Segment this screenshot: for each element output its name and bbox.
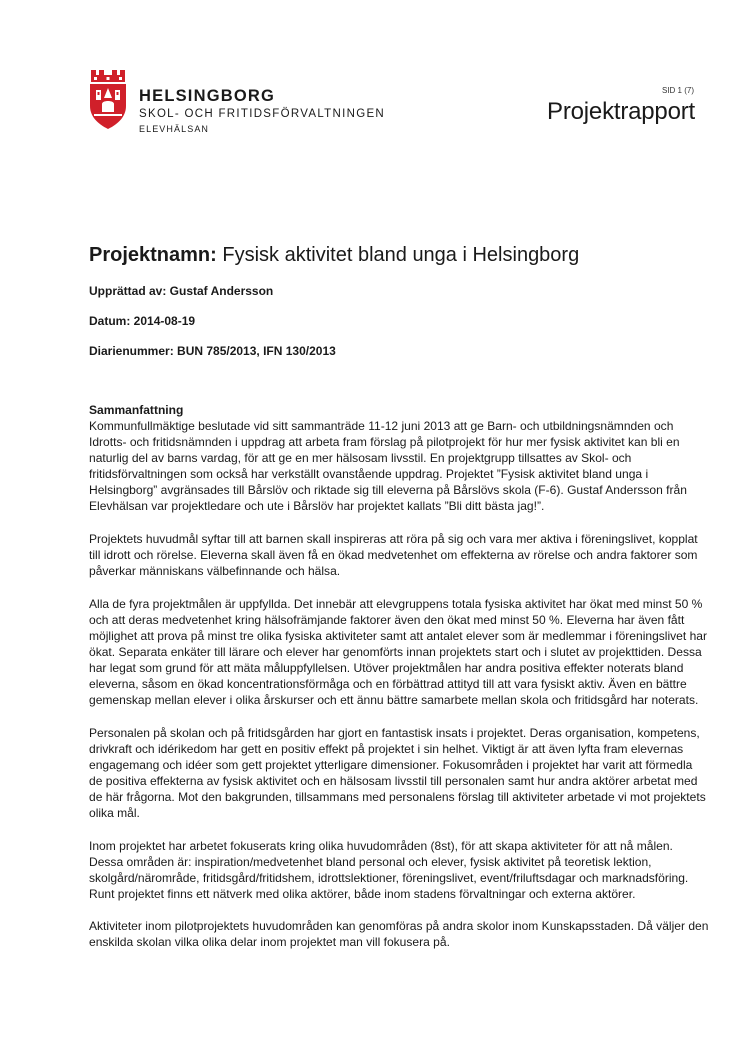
project-title: [89, 242, 579, 268]
paragraph: Alla de fyra projektmålen är uppfyllda. Det innebär att elevgruppens totala fysiska aktivitet har ökat med minst 50 % och att deras medvetenhet kring hälsofrämjande faktorer även den ökat med minst 50 %. Eleverna har även fått möjlighet att prova på minst tre olika fysiska aktiviteter samt att antalet elever som är medlemmar i föreningslivet har ökat. Separata enkäter till lärare och elever har genomförts innan projektets start och i slutet av projekttiden. Dessa har legat som grund för att mäta måluppfyllelsen. Utöver projektmålen har andra positiva effekter noterats bland eleverna, såsom en ökad koncentrationsförmåga och en förbättrad attityd till att vara fysiskt aktiv. Även en bättre gemenskap mellan elever i olika årskurser och ett ännu bättre samarbete mellan skola och fritidsgård har noterats.: [89, 596, 707, 708]
helsingborg-coat-of-arms-icon: [88, 68, 128, 130]
paragraph: Projektets huvudmål syftar till att barnen skall inspireras att röra på sig och vara mer aktiva i föreningslivet, kopplat till idrott och rörelse. Eleverna skall även få en ökad medvetenhet om effekterna av rörelse och andra faktorer som påverkar människans välbefinnande och hälsa.: [89, 531, 698, 579]
organization-department: SKOL- OCH FRITIDSFÖRVALTNINGEN: [139, 108, 386, 120]
organization-name: HELSINGBORG: [139, 87, 276, 105]
organization-unit: ELEVHÄLSAN: [139, 124, 210, 134]
page-number: SID 1 (7): [661, 86, 694, 95]
paragraph: Inom projektet har arbetet fokuserats kring olika huvudområden (8st), för att skapa aktiviteter för att nå målen. Dessa områden är: inspiration/medvetenhet bland personal och elever, fysisk aktivitet på teoretisk lektion, skolgård/närområde, fritidsgård/fritidshem, idrottslektioner, föreningslivet, event/friluftsdagar och marknadsföring. Runt projektet finns ett nätverk med olika aktörer, både inom stadens förvaltningar och externa aktörer.: [89, 838, 689, 901]
paragraph: Personalen på skolan och på fritidsgården har gjort en fantastisk insats i projektet. Deras organisation, kompetens, drivkraft och idérikedom har gett en positiv effekt på projektet i sin helhet. Viktigt är att även lyfta fram elevernas engagemang och idéer som gett projektet ytterligare dimensioner. Fokusområden i projektet har varit att förmedla de positiva effekterna av fysisk aktivitet och en hälsosam livsstil till personalen samt hur andra aktörer arbetat med de här frågorna. Mot den bakgrunden, tillsammans med personalens förslag till aktiviteter arbetade vi mot projektets olika mål.: [89, 725, 706, 821]
organization-block: [139, 87, 385, 135]
date-line: Datum: 2014-08-19: [89, 314, 196, 328]
project-title-value: Fysisk aktivitet bland unga i Helsingborg: [216, 244, 580, 266]
reference-line: Diarienummer: BUN 785/2013, IFN 130/2013: [89, 344, 336, 358]
author-line: Upprättad av: Gustaf Andersson: [89, 284, 274, 298]
project-title-label: Projektnamn:: [89, 244, 217, 266]
document-type: Projektrapport: [547, 98, 695, 125]
paragraph: Aktiviteter inom pilotprojektets huvudområden kan genomföras på andra skolor inom Kunskapsstaden. Då väljer den enskilda skolan vilka olika delar inom projektet man vill fokusera på.: [89, 919, 709, 950]
paragraph: Kommunfullmäktige beslutade vid sitt sammanträde 11-12 juni 2013 att ge Barn- och utbildningsnämnden och Idrotts- och fritidsnämnden i uppdrag att arbeta fram förslag på pilotprojekt för hur mer fysisk aktivitet kan bli en naturlig del av barns vardag, för att ge en mer hälsosam livsstil. En projektgrupp tillsattes av Skol- och fritidsförvaltningen som också har verkställt ovanstående uppdrag. Projektet ”Fysisk aktivitet bland unga i Helsingborg” avgränsades till Bårslöv och riktade sig till eleverna på Bårslövs skola (F-6). Gustaf Andersson från Elevhälsan var projektledare och ute i Bårslöv har projektet kallats ”Bli ditt bästa jag!”.: [89, 419, 687, 514]
section-heading: Sammanfattning: [89, 403, 184, 417]
summary-section: [89, 402, 709, 967]
